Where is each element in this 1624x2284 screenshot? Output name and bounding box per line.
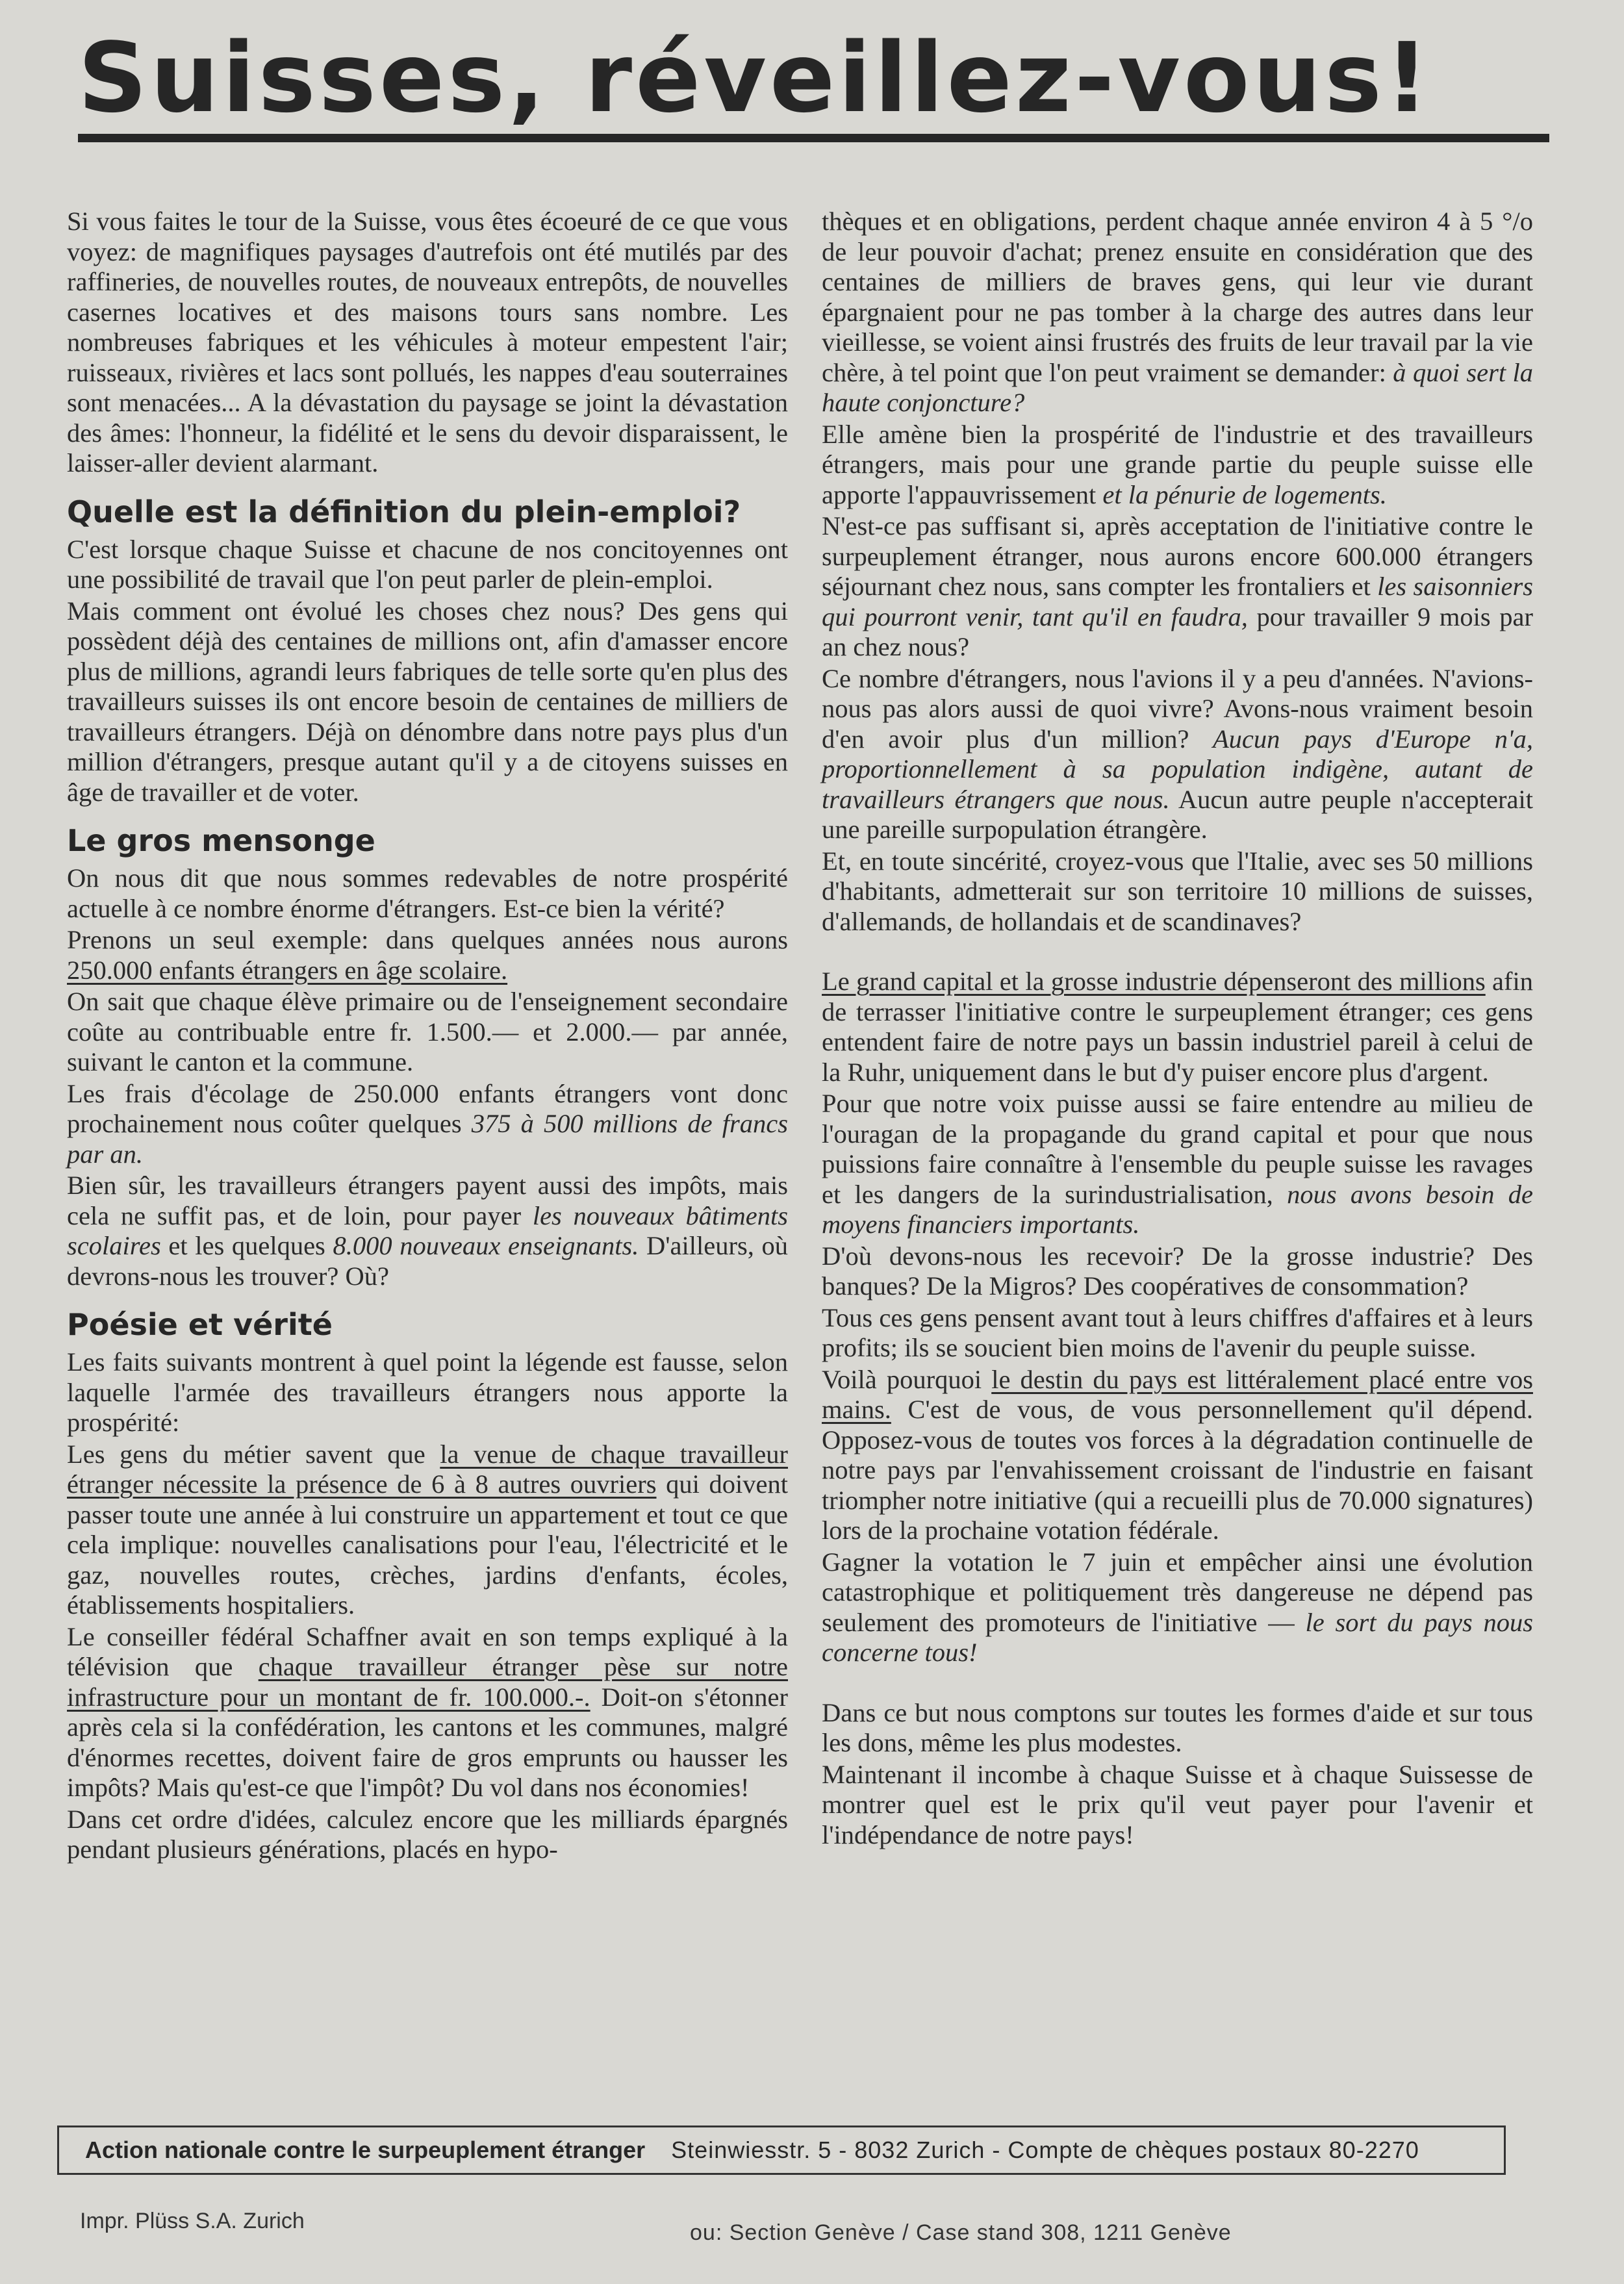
paragraph — [822, 1089, 1533, 1240]
text-run: Voilà pourquoi — [822, 1364, 992, 1394]
text-run: Bien sûr, les travailleurs étrangers payent aussi des impôts, mais cela ne suffit pas, et de loin, pour payer — [67, 1171, 788, 1230]
footer-box — [57, 2125, 1506, 2175]
paragraph: Dans cet ordre d'idées, calculez encore que les milliards épargnés pendant plusieurs générations, placés en hypo- — [67, 1804, 788, 1864]
text-run: qui doivent passer toute une année à lui construire un appartement et tout ce que cela implique: nouvelles canalisations pour l'eau, l'électricité et le gaz, nouvelles routes, crèches, jardins d'enfants, écoles, établissements hospitaliers. — [67, 1469, 789, 1619]
paragraph — [67, 1171, 788, 1291]
paragraph — [822, 207, 1533, 418]
text-run: pour travailler 9 mois par an chez nous? — [822, 602, 1533, 661]
text-run: thèques et en obligations, perdent chaque année environ 4 à 5 °/o de leur pouvoir d'achat; prenez ensuite en considération que des centaines de milliers de braves gens, qui leur vie durant épargnaient pour ne pas tomber à la charge des autres dans leur vieillesse, se voient ainsi frustrés des fruits de leur travail par la vie chère, à tel point que l'on peut vraiment se demander: — [822, 207, 1533, 387]
italic-text: le sort du pays nous concerne tous! — [822, 1607, 1533, 1667]
text-run: Les frais d'écolage de 250.000 enfants étrangers vont donc prochainement nous coûter quelques — [67, 1078, 788, 1138]
text-run: Elle amène bien la prospérité de l'industrie et des travailleurs étrangers, mais pour une grande partie du peuple suisse elle apporte l'appauvrissement — [822, 419, 1533, 509]
footer-organization: Action nationale contre le surpeuplement étranger — [85, 2137, 646, 2163]
underlined-text: chaque travailleur étranger pèse sur notre infrastructure pour un montant de fr. 100.000.-. — [67, 1652, 788, 1712]
underlined-text: 250.000 enfants étrangers en âge scolaire. — [67, 955, 508, 985]
section-heading-gros-mensonge: Le gros mensonge — [67, 823, 375, 858]
section-heading-poesie-verite: Poésie et vérité — [67, 1307, 333, 1342]
text-run: Prenons un seul exemple: dans quelques années nous aurons — [67, 925, 788, 954]
italic-text: Aucun pays d'Europe n'a, proportionnellement à sa population indigène, autant de travailleurs étrangers que nous. — [822, 724, 1533, 814]
italic-text: à quoi sert la haute conjoncture? — [822, 357, 1533, 417]
italic-text: 8.000 nouveaux enseignants. — [333, 1231, 639, 1260]
text-run: et les quelques — [160, 1231, 333, 1260]
text-run: Ce nombre d'étrangers, nous l'avions il y a peu d'années. N'avions-nous pas alors aussi de quoi vivre? Avons-nous vraiment besoin d'en avoir plus d'un million? — [822, 663, 1533, 754]
headline-rule — [78, 134, 1549, 142]
paragraph: Dans ce but nous comptons sur toutes les formes d'aide et sur tous les dons, même les plus modestes. — [822, 1697, 1533, 1757]
paragraph — [67, 1622, 788, 1803]
text-run: afin de terrasser l'initiative contre le surpeuplement étranger; ces gens entendent faire de notre pays un bassin industriel pareil à celui de la Ruhr, uniquement dans le but d'y puiser encore plus d'argent. — [822, 967, 1534, 1087]
intro-paragraph: Si vous faites le tour de la Suisse, vous êtes écoeuré de ce que vous voyez: de magnifiques paysages d'autrefois ont été mutilés par des raffineries, de nouvelles routes, de nouveaux entrepôts, de nouvelles casernes locatives et des maisons tours sans nombre. Les nombreuses fabriques et les véhicules à moteur empestent l'air; ruisseaux, rivières et lacs sont pollués, les nappes d'eau souterraines sont menacées... A la dévastation du paysage se joint la dévastation des âmes: l'honneur, la fidélité et le sens du devoir disparaissent, le laisser-aller devient alarmant. — [67, 207, 788, 477]
paragraph — [822, 664, 1533, 845]
paragraph: On sait que chaque élève primaire ou de l'enseignement secondaire coûte au contribuable entre fr. 1.500.— et 2.000.— par année, suivant le canton et la commune. — [67, 987, 788, 1076]
paragraph — [822, 1365, 1533, 1546]
paragraph: Et, en toute sincérité, croyez-vous que l'Italie, avec ses 50 millions d'habitants, admetterait sur son territoire 10 millions de suisses, d'allemands, de hollandais et de scandinaves? — [822, 846, 1533, 936]
paragraph — [67, 1440, 788, 1621]
underlined-text: le destin du pays est littéralement placé entre vos mains. — [822, 1364, 1533, 1424]
italic-text: nous avons besoin de moyens financiers importants. — [822, 1179, 1533, 1239]
paragraph: C'est lorsque chaque Suisse et chacune de nos concitoyennes ont une possibilité de travail que l'on peut parler de plein-emploi. — [67, 534, 788, 594]
paragraph: Tous ces gens pensent avant tout à leurs chiffres d'affaires et à leurs profits; ils se soucient bien moins de l'avenir du peuple suisse. — [822, 1302, 1533, 1362]
underlined-text: la venue de chaque travailleur étranger nécessite la présence de 6 à 8 autres ouvriers — [67, 1439, 788, 1499]
italic-text: 375 à 500 millions de francs par an. — [67, 1109, 788, 1169]
underlined-text: Le grand capital et la grosse industrie dépenseront des millions — [822, 967, 1486, 996]
paragraph: On nous dit que nous sommes redevables de notre prospérité actuelle à ce nombre énorme d'étrangers. Est-ce bien la vérité? — [67, 863, 788, 923]
paragraph — [67, 925, 788, 985]
text-run: Gagner la votation le 7 juin et empêcher ainsi une évolution catastrophique et politiquement très dangereuse ne dépend pas seulement des promoteurs de l'initiative — — [822, 1547, 1533, 1637]
text-run: Les gens du métier savent que — [67, 1439, 440, 1469]
text-run: C'est de vous, de vous personnellement qu'il dépend. Opposez-vous de toutes vos forces à la dégradation continuelle de notre pays par l'envahissement croissant de l'industrie en faisant triompher notre initiative (qui a recueilli plus de 70.000 signatures) lors de la prochaine votation fédérale. — [822, 1395, 1533, 1545]
geneva-section-address: ou: Section Genève / Case stand 308, 1211 Genève — [690, 2220, 1232, 2245]
paragraph — [822, 420, 1533, 511]
footer-address: Steinwiesstr. 5 - 8032 Zurich - Compte de chèques postaux 80-2270 — [671, 2137, 1419, 2163]
text-run: Pour que notre voix puisse aussi se faire entendre au milieu de l'ouragan de la propagande du grand capital et pour que nous puissions faire connaître à l'ensemble du peuple suisse les ravages et les dangers de la surindustrialisation, — [822, 1089, 1533, 1209]
italic-text: les saisonniers qui pourront venir, tant qu'il en faudra, — [822, 572, 1534, 631]
text-run: N'est-ce pas suffisant si, après acceptation de l'initiative contre le surpeuplement étranger, nous aurons encore 600.000 étrangers séjournant chez nous, sans compter les frontaliers et — [822, 511, 1533, 601]
paragraph: Les faits suivants montrent à quel point la légende est fausse, selon laquelle l'armée des travailleurs étrangers nous apporte la prospérité: — [67, 1347, 788, 1437]
paragraph: Mais comment ont évolué les choses chez nous? Des gens qui possèdent déjà des centaines de millions ont, afin d'amasser encore plus de millions, agrandi leurs fabriques de telle sorte qu'en plus des travailleurs suisses ils ont encore besoin de centaines de milliers de travailleurs étrangers. Déjà on dénombre dans notre pays plus d'un million d'étrangers, presque autant qu'il y a de citoyens suisses en âge de travailler et de voter. — [67, 596, 788, 807]
section-heading-plein-emploi: Quelle est la définition du plein-emploi? — [67, 494, 741, 529]
imprint: Impr. Plüss S.A. Zurich — [80, 2209, 305, 2233]
paragraph — [822, 1547, 1533, 1668]
italic-text: les nouveaux bâtiments scolaires — [67, 1200, 788, 1260]
text-run: Aucun autre peuple n'accepterait une pareille surpopulation étrangère. — [822, 784, 1534, 844]
right-column — [822, 207, 1533, 1851]
italic-text: et la pénurie de logements. — [1102, 479, 1387, 509]
text-run: Doit-on s'étonner après cela si la confédération, les cantons et les communes, malgré d'énormes recettes, doivent faire de gros emprunts ou hausser les impôts? Mais qu'est-ce que l'impôt? Du vol dans nos économies! — [67, 1682, 788, 1802]
text-run: D'ailleurs, où devrons-nous les trouver? Où? — [67, 1231, 789, 1291]
paragraph: D'où devons-nous les recevoir? De la grosse industrie? Des banques? De la Migros? Des coopératives de consommation? — [822, 1241, 1533, 1301]
text-run: Le conseiller fédéral Schaffner avait en son temps expliqué à la télévision que — [67, 1621, 788, 1681]
paragraph — [822, 967, 1533, 1087]
paragraph — [822, 511, 1533, 663]
left-column — [67, 207, 788, 1866]
paragraph: Maintenant il incombe à chaque Suisse et à chaque Suissesse de montrer quel est le prix qu'il veut payer pour l'avenir et l'indépendance de notre pays! — [822, 1759, 1533, 1849]
headline: Suisses, réveillez-vous! — [78, 22, 1432, 134]
paragraph — [67, 1079, 788, 1170]
